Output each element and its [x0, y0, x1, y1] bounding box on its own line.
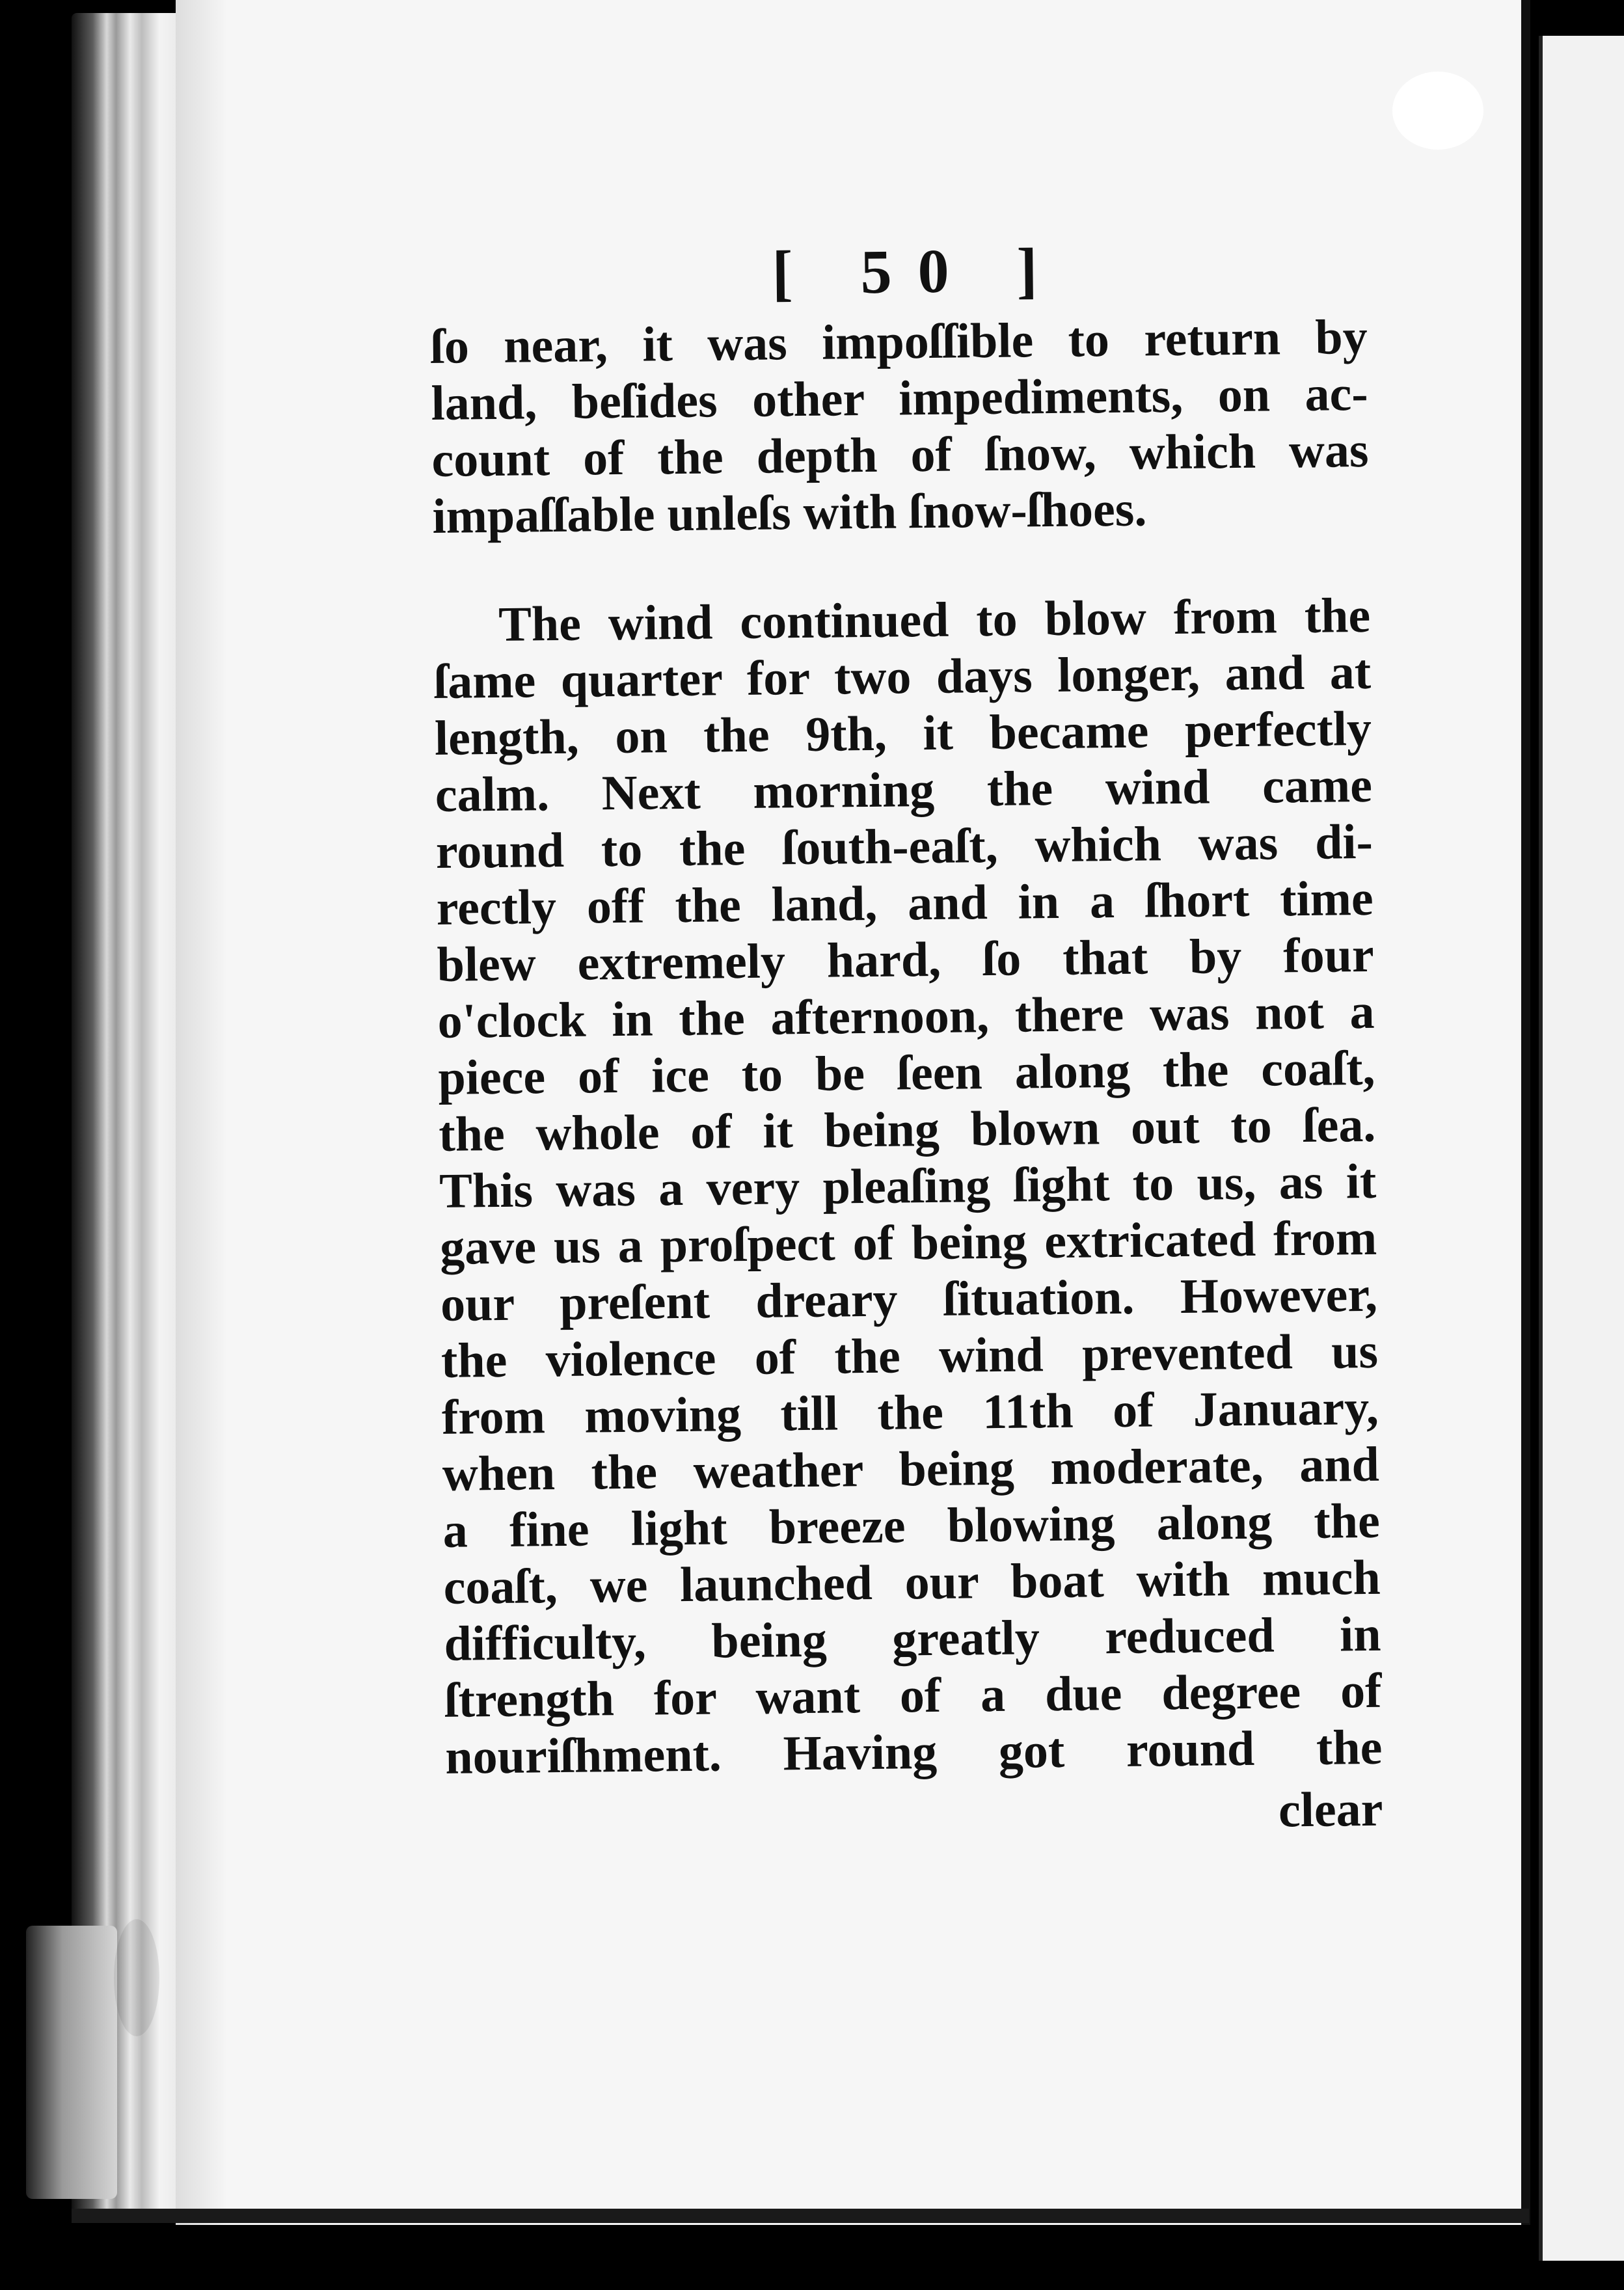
text-block — [429, 231, 1383, 1848]
catchword: clear — [1278, 1781, 1383, 1838]
left-page-edges — [72, 13, 189, 2218]
text-line: o'clock in the afternoon, there was not a — [437, 984, 1375, 1049]
text-line: rectly off the land, and in a ſhort time — [436, 870, 1374, 936]
text-line: ſo near, it was impoſſible to return by — [430, 309, 1368, 374]
text-line: The wind continued to blow from the — [498, 587, 1371, 652]
page-bottom-border — [72, 2209, 1529, 2223]
text-line: This was a very pleaſing ſight to us, as it — [439, 1153, 1377, 1219]
text-line: from moving till the 11th of January, — [441, 1380, 1379, 1445]
gutter-shadow — [176, 0, 228, 2225]
text-line: land, beſides other impediments, on ac- — [431, 366, 1368, 431]
text-line: our preſent dreary ſituation. However, — [440, 1267, 1378, 1332]
paper-stain — [114, 1919, 159, 2036]
text-line: piece of ice to be ſeen along the coaſt, — [438, 1040, 1375, 1105]
facing-page-edge — [1539, 36, 1624, 2261]
text-line: the violence of the wind prevented us — [440, 1323, 1379, 1388]
text-line: nouriſhment. Having got round the — [444, 1719, 1383, 1785]
paragraph-1 — [430, 309, 1370, 545]
text-line: the whole of it being blown out to ſea. — [438, 1097, 1376, 1162]
text-line: calm. Next morning the wind came — [435, 757, 1373, 822]
text-line: difficulty, being greatly reduced in — [444, 1606, 1381, 1671]
text-line: count of the depth of ſnow, which was — [431, 422, 1369, 487]
text-line: round to the ſouth-eaſt, which was di- — [435, 814, 1374, 879]
text-line: ſame quarter for two days longer, and at — [433, 644, 1372, 709]
text-line: blew extremely hard, ſo that by four — [437, 927, 1375, 992]
text-line: a fine light breeze blowing along the — [442, 1493, 1381, 1558]
binding-edge — [26, 1926, 117, 2199]
page-number: [ 50 ] — [772, 234, 1064, 308]
text-line: length, on the 9th, it became perfectly — [434, 701, 1372, 766]
text-line: ſtrength for want of a due degree of — [444, 1663, 1382, 1728]
text-line: when the weather being moderate, and — [442, 1436, 1380, 1502]
text-line: coaſt, we launched our boat with much — [443, 1550, 1381, 1615]
text-line: gave us a proſpect of being extricated from — [439, 1210, 1377, 1275]
paragraph-2 — [433, 587, 1383, 1786]
paper-highlight — [1392, 72, 1483, 150]
text-line: impaſſable unleſs with ſnow-ſhoes. — [432, 481, 1147, 544]
